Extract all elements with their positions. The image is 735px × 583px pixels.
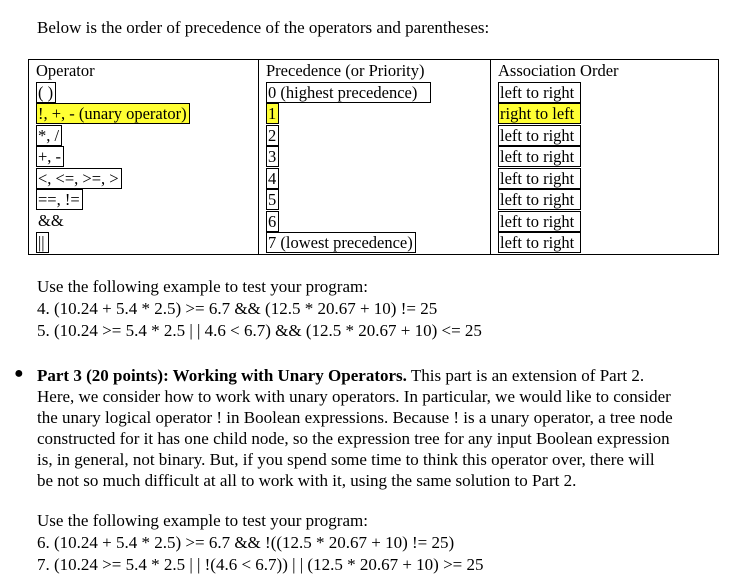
operator-cell: !, +, - (unary operator) <box>36 103 190 124</box>
table-row <box>29 189 719 211</box>
part3-line: This part is an extension of Part 2. <box>410 366 645 385</box>
operator-cell: && <box>38 211 64 231</box>
precedence-cell: 5 <box>266 189 279 210</box>
order-cell: left to right <box>498 146 581 167</box>
table-row <box>29 232 719 254</box>
header-precedence: Precedence (or Priority) <box>259 60 491 82</box>
part3-line: be not so much difficult at all to work with it, using the same solution to Part 2. <box>37 471 577 490</box>
examples-heading: Use the following example to test your program: <box>37 277 368 296</box>
intro-text: Below is the order of precedence of the operators and parentheses: <box>37 18 490 37</box>
part3-line: the unary logical operator ! in Boolean expressions. Because ! is a unary operator, a tree node <box>37 408 673 427</box>
order-cell: left to right <box>498 82 581 103</box>
examples-block-1 <box>37 276 482 342</box>
example-item: 7. (10.24 >= 5.4 * 2.5 | | !(4.6 < 6.7)) | | (12.5 * 20.67 + 10) >= 25 <box>37 555 484 574</box>
precedence-cell: 3 <box>266 146 279 167</box>
order-cell: left to right <box>498 125 581 146</box>
order-cell: left to right <box>498 168 581 189</box>
part3-line: constructed for it has one child node, so the expression tree for any input Boolean expression <box>37 429 670 448</box>
table-header-row <box>29 60 719 82</box>
example-item: 6. (10.24 + 5.4 * 2.5) >= 6.7 && !((12.5 * 20.67 + 10) != 25) <box>37 533 455 552</box>
part3-title: Part 3 (20 points): Working with Unary Operators. <box>37 366 407 385</box>
part3-line: is, in general, not binary. But, if you spend some time to think this operator over, there will <box>37 450 655 469</box>
order-cell: left to right <box>498 189 581 210</box>
operator-cell: <, <=, >=, > <box>36 168 122 189</box>
table-row-highlighted <box>29 103 719 125</box>
table-row <box>29 125 719 147</box>
operator-cell: ( ) <box>36 82 56 103</box>
operator-cell: ==, != <box>36 189 83 210</box>
table-row <box>29 146 719 168</box>
part3-paragraph <box>37 365 719 491</box>
part3-line: Here, we consider how to work with unary operators. In particular, we would like to consider <box>37 387 671 406</box>
examples-block-2 <box>37 510 484 576</box>
examples-heading: Use the following example to test your program: <box>37 511 368 530</box>
bullet-icon: ● <box>14 365 24 382</box>
table-row <box>29 168 719 190</box>
precedence-cell: 2 <box>266 125 279 146</box>
example-item: 4. (10.24 + 5.4 * 2.5) >= 6.7 && (12.5 * 20.67 + 10) != 25 <box>37 299 438 318</box>
example-item: 5. (10.24 >= 5.4 * 2.5 | | 4.6 < 6.7) && (12.5 * 20.67 + 10) <= 25 <box>37 321 482 340</box>
order-cell: left to right <box>498 232 581 253</box>
order-cell: left to right <box>498 211 581 232</box>
operator-cell: || <box>36 232 49 253</box>
precedence-cell: 1 <box>266 103 279 124</box>
header-order: Association Order <box>491 60 719 82</box>
order-cell: right to left <box>498 103 581 124</box>
operator-cell: +, - <box>36 146 64 167</box>
header-operator: Operator <box>29 60 259 82</box>
precedence-cell: 7 (lowest precedence) <box>266 232 416 253</box>
operator-cell: *, / <box>36 125 62 146</box>
precedence-cell: 4 <box>266 168 279 189</box>
table-row <box>29 211 719 233</box>
precedence-cell: 0 (highest precedence) <box>266 82 431 103</box>
precedence-table <box>28 59 719 255</box>
table-row <box>29 82 719 104</box>
precedence-cell: 6 <box>266 211 279 232</box>
